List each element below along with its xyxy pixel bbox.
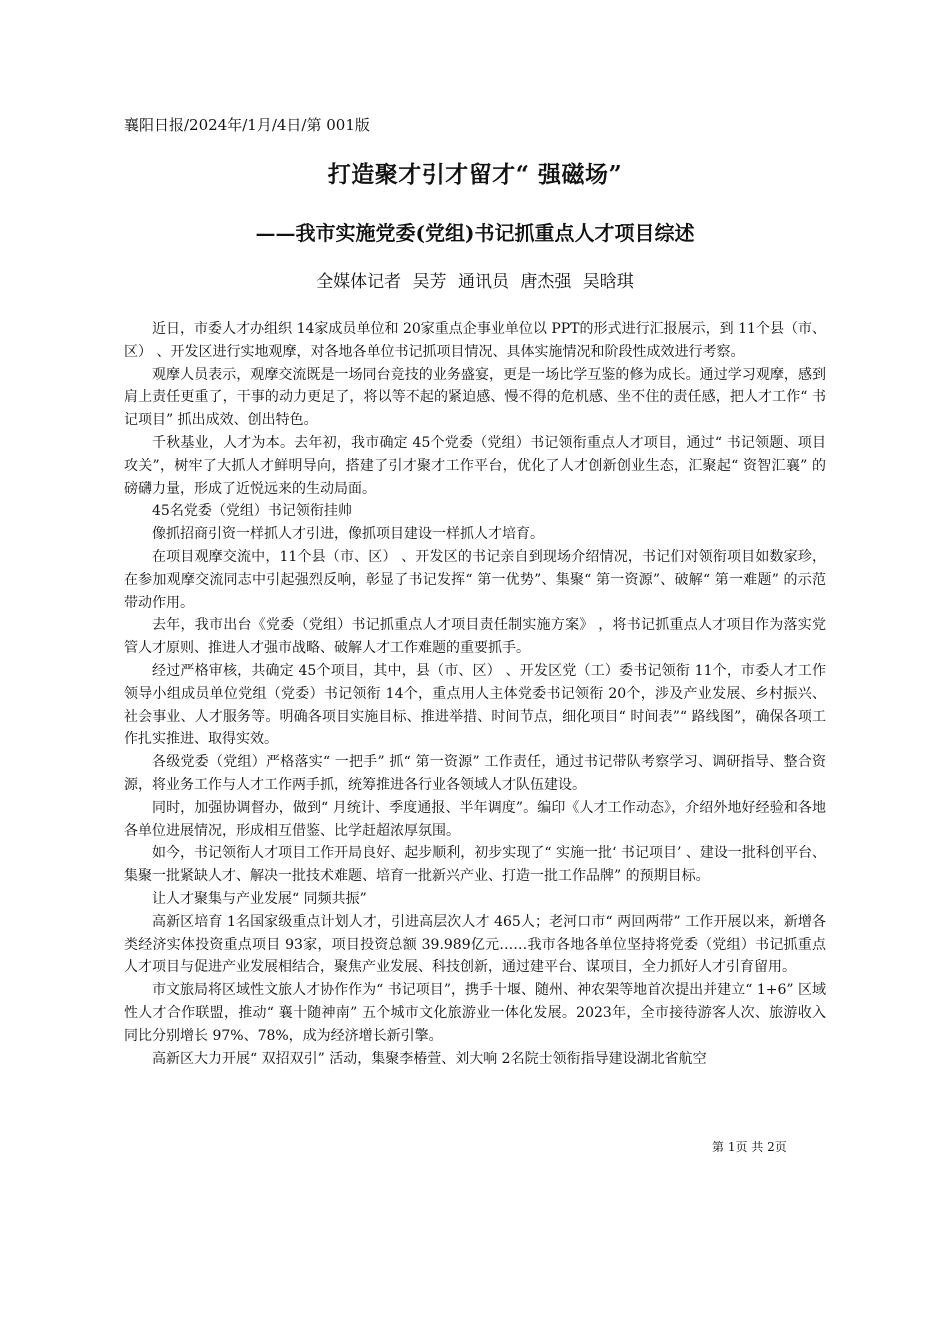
section-heading: 让人才聚集与产业发展“ 同频共振” — [152, 890, 367, 907]
paragraph: 像抓招商引资一样抓人才引进，像抓项目建设一样抓人才培育。 — [152, 526, 544, 543]
paragraph: 观摩人员表示，观摩交流既是一场同台竞技的业务盛宴，更是一场比学互鉴的修为成长。通过学习观摩，感到肩上责任更重了，干事的动力更足了，将以等不起的紧迫感、慢不得的危机感、坐不住的责任感，把人才工作“ 书记项目” 抓出成效、创出特色。 — [124, 366, 826, 429]
paragraph: 同时，加强协调督办，做到“ 月统计、季度通报、半年调度”。编印《人才工作动态》，介绍外地好经验和各地各单位进展情况，形成相互借鉴、比学赶超浓厚氛围。 — [124, 799, 826, 839]
paragraph: 去年，我市出台《党委（党组）书记抓重点人才项目责任制实施方案》 ，将书记抓重点人才项目作为落实党管人才原则、推进人才强市战略、破解人才工作难题的重要抓手。 — [124, 617, 826, 657]
paragraph: 经过严格审核，共确定 45个项目，其中，县（市、区） 、开发区党（工）委书记领衔 11个，市委人才工作领导小组成员单位党组（党委）书记领衔 14个，重点用人主体党委书记领衔 20个，涉及产业发展、乡村振兴、社会事业、人才服务等。明确各项目实施目标、推进举措、时间节点，细化项目“ 时间表”“ 路线图”，确保各项工作扎实推进、取得实效。 — [124, 662, 826, 748]
paragraph: 近日，市委人才办组织 14家成员单位和 20家重点企事业单位以 PPT的形式进行汇报展示，到 11个县（市、区） 、开发区进行实地观摩，对各地各单位书记抓项目情况、具体实施情况和阶段性成效进行考察。 — [124, 321, 826, 360]
paragraph: 在项目观摩交流中，11个县（市、区） 、开发区的书记亲自到现场介绍情况，书记们对领衔项目如数家珍，在参加观摩交流同志中引起强烈反响，彰显了书记发挥“ 第一优势”、集聚“ 第一资源”、破解“ 第一难题” 的示范带动作用。 — [124, 548, 826, 611]
paragraph: 高新区培育 1名国家级重点计划人才，引进高层次人才 465人；老河口市“ 两回两带” 工作开展以来，新增各类经济实体投资重点项目 93家，项目投资总额 39.989亿元……我市各地各单位坚持将党委（党组）书记抓重点人才项目与促进产业发展相结合，聚焦产业发展、科技创新，通过建平台、谋项目，全力抓好人才引育留用。 — [124, 913, 826, 976]
paragraph: 如今，书记领衔人才项目工作开局良好、起步顺利，初步实现了“ 实施一批‘ 书记项目’ 、建设一批科创平台、集聚一批紧缺人才、解决一批技术难题、培育一批新兴产业、打造一批工作品牌” 的预期目标。 — [124, 845, 826, 885]
paragraph: 高新区大力开展“ 双招双引” 活动，集聚李椿萱、刘大响 2名院士领衔指导建设湖北省航空 — [152, 1050, 707, 1067]
paragraph: 各级党委（党组）严格落实“ 一把手” 抓“ 第一资源” 工作责任，通过书记带队考察学习、调研指导、整合资源，将业务工作与人才工作两手抓，统筹推进各行业各领域人才队伍建设。 — [124, 754, 826, 793]
article-body — [124, 318, 826, 1118]
article-title: 打造聚才引才留才“ 强磁场” — [327, 161, 623, 188]
article-subtitle: ——我市实施党委(党组)书记抓重点人才项目综述 — [255, 221, 695, 245]
paragraph: 市文旅局将区域性文旅人才协作作为“ 书记项目”，携手十堰、随州、神农架等地首次提出并建立“ 1+6” 区域性人才合作联盟，推动“ 襄十随神南” 五个城市文化旅游业一体化发展。2023年，全市接待游客人次、旅游收入同比分别增长 97%、78%，成为经济增长新引擎。 — [124, 982, 826, 1044]
page-number: 第 1页 共 2页 — [712, 1140, 787, 1154]
section-heading: 45名党委（党组）书记领衔挂帅 — [152, 503, 352, 520]
paragraph: 千秋基业，人才为本。去年初，我市确定 45个党委（党组）书记领衔重点人才项目，通过“ 书记领题、项目攻关”，树牢了大抓人才鲜明导向，搭建了引才聚才工作平台，优化了人才创新创业生态，汇聚起“ 资智汇襄” 的磅礴力量，形成了近悦远来的生动局面。 — [124, 434, 826, 497]
article-byline: 全媒体记者 吴芳 通讯员 唐杰强 吴晗琪 — [316, 272, 634, 292]
source-line: 襄阳日报/2024年/1月/4日/第 001版 — [124, 116, 370, 134]
